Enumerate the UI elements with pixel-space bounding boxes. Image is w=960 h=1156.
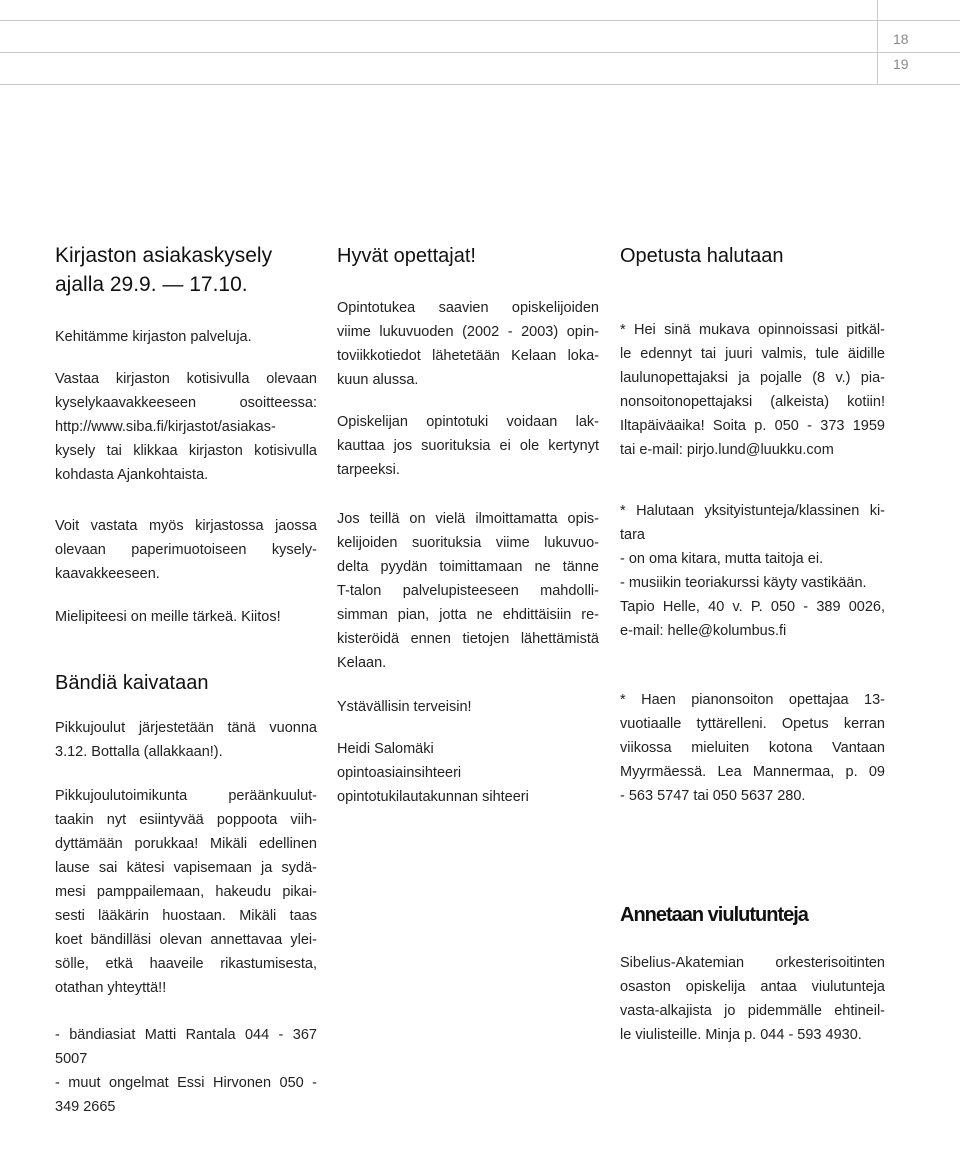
study-grant-warning — [337, 410, 599, 482]
text-line: kauttaa jos suorituksia ei ole kertynyt — [337, 438, 599, 454]
violin-lessons-heading: Annetaan viulutunteja — [620, 904, 808, 926]
text-line: - bändiasiat Matti Rantala 044 - 367 — [55, 1027, 317, 1043]
teachers-heading: Hyvät opettajat! — [337, 245, 476, 267]
band-heading: Bändiä kaivataan — [55, 672, 209, 694]
band-contacts — [55, 1023, 317, 1119]
column-left — [55, 241, 317, 1119]
text-line: lause sai kätesi vapisemaan ja sydä- — [55, 860, 317, 876]
text-line: kelijoiden suorituksia viime lukuvuo- — [337, 535, 599, 551]
text-line: Kelaan. — [337, 655, 387, 671]
text-line: Pikkujoulutoimikunta peräänkuulut- — [55, 788, 317, 804]
text-line: * Halutaan yksityistunteja/klassinen ki- — [620, 503, 885, 519]
text-line: tarpeeksi. — [337, 462, 400, 478]
text-line: le viulisteille. Minja p. 044 - 593 4930. — [620, 1027, 862, 1043]
text-line: dyttämään porukkaa! Mikäli edellinen — [55, 836, 317, 852]
text-line: http://www.siba.fi/kirjastot/asiakas- — [55, 419, 276, 435]
text-line: - on oma kitara, mutta taitoja ei. — [620, 551, 824, 567]
text-line: olevaan paperimuotoiseen kysely- — [55, 542, 317, 558]
text-line: kohdasta Ajankohtaista. — [55, 467, 209, 483]
text-line: * Haen pianonsoiton opettajaa 13- — [620, 692, 885, 708]
survey-heading: Kirjaston asiakaskysely ajalla 29.9. — 17.10. — [55, 244, 273, 296]
header-rule-top — [0, 20, 960, 21]
text-line: toviikkotiedot lähetetään Kelaan loka- — [337, 348, 599, 364]
ad-guitar-lessons — [620, 499, 885, 643]
text-line: Iltapäiväaika! Soita p. 050 - 373 1959 — [620, 418, 885, 434]
study-grant-info — [337, 296, 599, 392]
study-grant-request — [337, 507, 599, 675]
band-party-info — [55, 716, 317, 764]
text-line: simman pian, jotta ne ehdittäisiin re- — [337, 607, 599, 623]
ad-violin-lessons — [620, 951, 885, 1047]
text-line: sesti lääkärin huostaan. Mikäli taas — [55, 908, 317, 924]
page-number-right: 19 — [893, 56, 909, 72]
header-rule-bottom — [0, 84, 960, 85]
text-line: Sibelius-Akatemian orkesterisoitinten — [620, 955, 885, 971]
text-line: opintotukilautakunnan sihteeri — [337, 789, 529, 805]
greeting: Ystävällisin terveisin! — [337, 699, 472, 715]
text-line: Jos teillä on vielä ilmoittamatta opis- — [337, 511, 599, 527]
text-line: kysely tai klikkaa kirjaston kotisivulla — [55, 443, 317, 459]
teaching-wanted-heading: Opetusta halutaan — [620, 245, 784, 267]
text-line: delta pyydän toimittamaan ne tänne — [337, 559, 599, 575]
signature-block — [337, 737, 599, 809]
survey-instructions — [55, 367, 317, 487]
header-divider — [877, 0, 878, 84]
text-line: vasta-alkajista jo pidemmälle ehtineil- — [620, 1003, 885, 1019]
text-line: Pikkujoulut järjestetään tänä vuonna — [55, 720, 317, 736]
text-line: T-talon palvelupisteeseen mahdolli- — [337, 583, 599, 599]
text-line: Vastaa kirjaston kotisivulla olevaan — [55, 371, 317, 387]
text-line: viikossa mieluiten kotona Vantaan — [620, 740, 885, 756]
text-line: kaavakkeeseen. — [55, 566, 160, 582]
text-line: opintoasiainsihteeri — [337, 765, 462, 781]
text-line: 3.12. Bottalla (allakkaan!). — [55, 744, 223, 760]
text-line: vuotiaalle tyttärelleni. Opetus kerran — [620, 716, 885, 732]
text-line: kisteröidä ennen tietojen lähettämistä — [337, 631, 599, 647]
text-line: kuun alussa. — [337, 372, 419, 388]
text-line: - 563 5747 tai 050 5637 280. — [620, 788, 806, 804]
text-line: laulunopettajaksi ja pojalle (8 v.) pia- — [620, 370, 885, 386]
text-line: Opintotukea saavien opiskelijoiden — [337, 300, 599, 316]
text-line: * Hei sinä mukava opinnoissasi pitkäl- — [620, 322, 885, 338]
text-line: 349 2665 — [55, 1099, 116, 1115]
text-line: 5007 — [55, 1051, 88, 1067]
text-line: le edennyt tai juuri valmis, tule äidille — [620, 346, 885, 362]
text-line: - musiikin teoriakurssi käyty vastikään. — [620, 575, 867, 591]
text-line: kyselykaavakkeeseen osoitteessa: — [55, 395, 317, 411]
text-line: taakin nyt esiintyvää poppoota viih- — [55, 812, 317, 828]
text-line: sölle, etkä haaveile rikastumisesta, — [55, 956, 317, 972]
text-line: tara — [620, 527, 645, 543]
band-call — [55, 784, 317, 1000]
survey-thanks: Mielipiteesi on meille tärkeä. Kiitos! — [55, 609, 281, 625]
text-line: Tapio Helle, 40 v. P. 050 - 389 0026, — [620, 599, 885, 615]
text-line: osaston opiskelija antaa viulutunteja — [620, 979, 885, 995]
text-line: - muut ongelmat Essi Hirvonen 050 - — [55, 1075, 317, 1091]
text-line: otathan yhteyttä!! — [55, 980, 167, 996]
page-number-left: 18 — [893, 31, 909, 47]
ad-piano-for-daughter — [620, 688, 885, 808]
column-right — [620, 243, 885, 1047]
text-line: Voit vastata myös kirjastossa jaossa — [55, 518, 317, 534]
header-rule-middle — [0, 52, 960, 53]
text-line: Opiskelijan opintotuki voidaan lak- — [337, 414, 599, 430]
ad-piano-teacher — [620, 318, 885, 462]
column-middle — [337, 243, 599, 809]
text-line: Myyrmäessä. Lea Mannermaa, p. 09 — [620, 764, 885, 780]
text-line: viime lukuvuoden (2002 - 2003) opin- — [337, 324, 599, 340]
text-line: mesi pamppailemaan, hakeudu pikai- — [55, 884, 317, 900]
text-line: e-mail: helle@kolumbus.fi — [620, 623, 787, 639]
text-line: nonsoitonopettajaksi (alkeista) kotiin! — [620, 394, 885, 410]
text-line: tai e-mail: pirjo.lund@luukku.com — [620, 442, 834, 458]
text-line: koet bändilläsi olevan annettavaa ylei- — [55, 932, 317, 948]
survey-intro: Kehitämme kirjaston palveluja. — [55, 329, 252, 345]
survey-paper-option — [55, 514, 317, 586]
text-line: Heidi Salomäki — [337, 741, 434, 757]
